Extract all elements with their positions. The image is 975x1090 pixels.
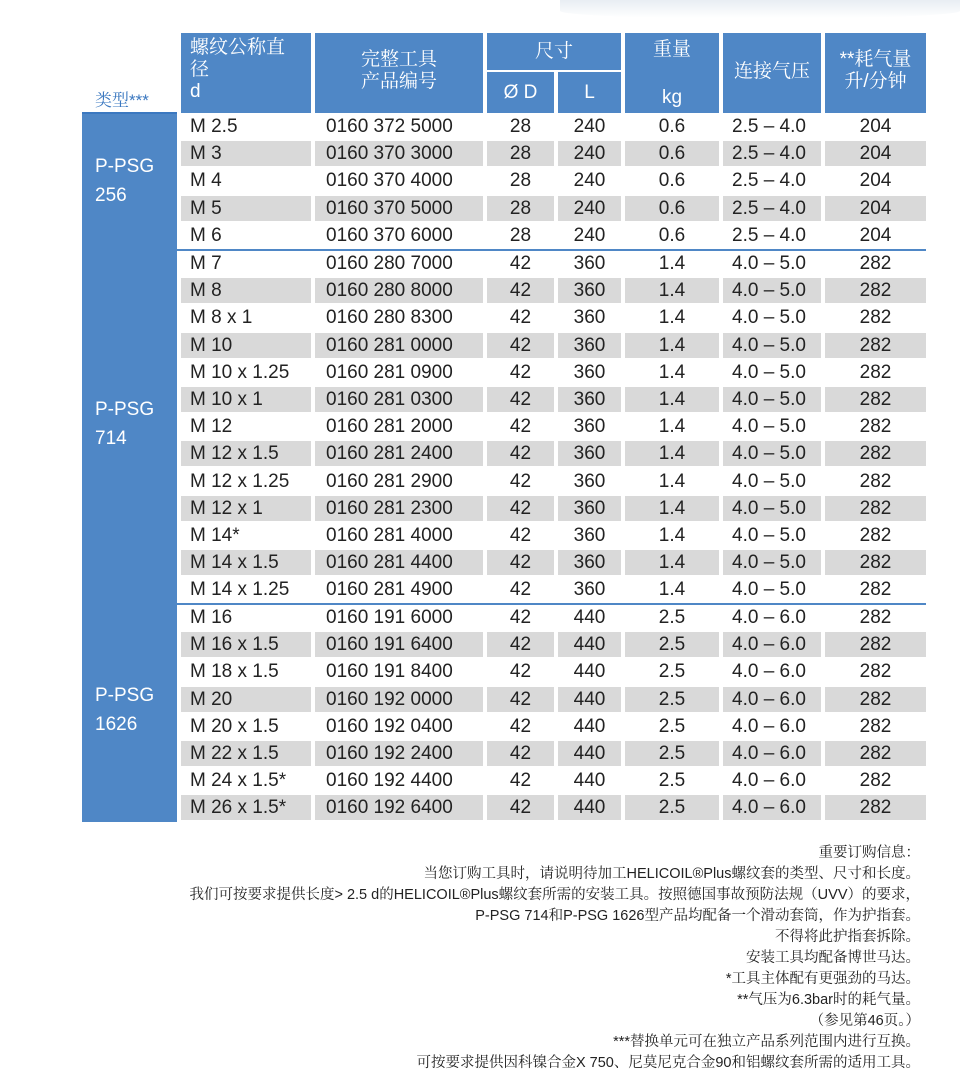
- pressure-cell: 4.0 – 6.0: [732, 715, 806, 737]
- note-line: P-PSG 714和P-PSG 1626型产品均配备一个滑动套筒，作为护指套。: [475, 908, 920, 924]
- table-row: [181, 577, 926, 602]
- table-row: [181, 741, 926, 766]
- diameter-cell: 42: [509, 661, 532, 683]
- length-header: L: [558, 72, 621, 113]
- thread-size-cell: M 10: [181, 333, 311, 358]
- weight-cell: 0.6: [658, 170, 686, 192]
- part-number-cell: 0160 281 2900: [326, 470, 453, 492]
- weight-cell: 2.5: [658, 770, 686, 792]
- part-number-header: 完整工具 产品编号: [315, 33, 483, 113]
- diameter-header: Ø D: [487, 72, 554, 113]
- group-label-psg714: P-PSG 714: [82, 251, 177, 603]
- pressure-cell: 4.0 – 6.0: [723, 632, 821, 657]
- weight-cell: 1.4: [658, 579, 686, 601]
- air-consumption-cell: 282: [859, 525, 892, 546]
- size-header: 尺寸: [487, 33, 621, 70]
- diameter-cell: 42: [487, 278, 554, 303]
- thread-size-cell: M 14*: [190, 525, 240, 546]
- diameter-cell: 42: [509, 525, 532, 546]
- note-line: 不得将此护指套拆除。: [775, 929, 920, 945]
- weight-cell: 1.4: [658, 416, 686, 438]
- length-cell: 240: [573, 170, 606, 192]
- table-row: [181, 114, 926, 139]
- air-consumption-cell: 282: [825, 550, 926, 575]
- table-row: [181, 387, 926, 412]
- length-cell: 440: [558, 687, 621, 712]
- type-column-header: 类型***: [95, 91, 149, 110]
- length-cell: 440: [573, 770, 606, 792]
- table-row: [181, 305, 926, 330]
- part-number-cell: 0160 192 0400: [326, 715, 453, 737]
- air-consumption-cell: 204: [859, 170, 892, 192]
- part-number-cell: 0160 370 6000: [326, 224, 453, 246]
- table-row: [181, 223, 926, 248]
- air-consumption-cell: 282: [825, 441, 926, 466]
- diameter-cell: 42: [487, 632, 554, 657]
- length-cell: 360: [573, 416, 606, 438]
- thread-diameter-header: 螺纹公称直 径 d: [181, 33, 311, 113]
- diameter-cell: 42: [487, 496, 554, 521]
- part-number-cell: 0160 370 3000: [315, 141, 483, 166]
- air-consumption-cell: 282: [825, 387, 926, 412]
- length-cell: 360: [573, 579, 606, 601]
- pressure-cell: 4.0 – 5.0: [723, 278, 821, 303]
- diameter-cell: 42: [487, 741, 554, 766]
- weight-cell: 1.4: [658, 361, 686, 383]
- air-consumption-cell: 282: [859, 607, 892, 628]
- table-row: [181, 496, 926, 521]
- group-label-psg256: P-PSG 256: [82, 114, 177, 249]
- weight-header: 重量 kg: [625, 33, 719, 113]
- part-number-cell: 0160 280 8300: [326, 307, 453, 329]
- weight-cell: 0.6: [658, 116, 686, 137]
- pressure-cell: 4.0 – 6.0: [723, 687, 821, 712]
- part-number-cell: 0160 191 6400: [315, 632, 483, 657]
- air-consumption-cell: 282: [859, 770, 892, 792]
- air-consumption-cell: 282: [825, 333, 926, 358]
- length-cell: 360: [573, 470, 606, 492]
- diameter-cell: 42: [487, 387, 554, 412]
- weight-cell: 2.5: [625, 795, 719, 820]
- thread-size-cell: M 7: [190, 253, 222, 274]
- pressure-cell: 4.0 – 5.0: [723, 496, 821, 521]
- pressure-cell: 4.0 – 5.0: [723, 550, 821, 575]
- part-number-cell: 0160 281 4000: [326, 525, 453, 546]
- weight-cell: 0.6: [625, 196, 719, 221]
- length-cell: 360: [558, 387, 621, 412]
- thread-size-cell: M 8: [181, 278, 311, 303]
- weight-cell: 1.4: [625, 278, 719, 303]
- length-cell: 240: [558, 141, 621, 166]
- pressure-cell: 2.5 – 4.0: [723, 196, 821, 221]
- weight-cell: 1.4: [625, 441, 719, 466]
- thread-size-cell: M 12 x 1: [181, 496, 311, 521]
- part-number-cell: 0160 191 8400: [326, 661, 453, 683]
- pressure-cell: 4.0 – 6.0: [723, 795, 821, 820]
- diameter-cell: 28: [509, 170, 532, 192]
- thread-size-cell: M 3: [181, 141, 311, 166]
- table-row: [181, 714, 926, 739]
- length-cell: 240: [573, 116, 606, 137]
- diameter-cell: 42: [509, 607, 532, 628]
- air-consumption-cell: 204: [825, 196, 926, 221]
- length-cell: 360: [573, 525, 606, 546]
- thread-size-cell: M 10 x 1: [181, 387, 311, 412]
- weight-cell: 2.5: [658, 661, 686, 683]
- table-row: [181, 550, 926, 575]
- part-number-cell: 0160 370 4000: [326, 170, 453, 192]
- pressure-cell: 2.5 – 4.0: [732, 116, 806, 137]
- weight-cell: 1.4: [658, 525, 686, 546]
- air-consumption-cell: 282: [859, 470, 892, 492]
- length-cell: 360: [573, 361, 606, 383]
- diameter-cell: 42: [487, 795, 554, 820]
- thread-size-cell: M 12 x 1.5: [181, 441, 311, 466]
- pressure-cell: 4.0 – 5.0: [732, 416, 806, 438]
- diameter-cell: 42: [487, 550, 554, 575]
- air-consumption-cell: 282: [859, 253, 892, 274]
- thread-size-cell: M 12: [190, 416, 233, 438]
- diameter-cell: 42: [487, 441, 554, 466]
- part-number-cell: 0160 281 0300: [315, 387, 483, 412]
- pressure-cell: 4.0 – 5.0: [732, 525, 806, 546]
- diameter-cell: 42: [509, 253, 532, 274]
- length-cell: 440: [558, 632, 621, 657]
- part-number-cell: 0160 280 7000: [326, 253, 453, 274]
- pressure-cell: 2.5 – 4.0: [732, 224, 806, 246]
- weight-cell: 1.4: [625, 496, 719, 521]
- note-line: ***替换单元可在独立产品系列范围内进行互换。: [613, 1034, 920, 1050]
- thread-size-cell: M 12 x 1.25: [190, 470, 290, 492]
- weight-cell: 1.4: [625, 387, 719, 412]
- pressure-cell: 4.0 – 6.0: [732, 770, 806, 792]
- length-cell: 440: [573, 607, 606, 628]
- top-decoration: [560, 0, 960, 18]
- note-line: **气压为6.3bar时的耗气量。: [737, 992, 920, 1008]
- part-number-cell: 0160 281 0900: [326, 361, 453, 383]
- length-cell: 360: [558, 496, 621, 521]
- ordering-notes: [40, 843, 920, 1074]
- thread-size-cell: M 6: [190, 224, 222, 246]
- table-row: [181, 196, 926, 221]
- note-line: *工具主体配有更强劲的马达。: [725, 971, 920, 987]
- note-line: （参见第46页。）: [809, 1013, 920, 1029]
- length-cell: 360: [558, 278, 621, 303]
- thread-size-cell: M 10 x 1.25: [190, 361, 290, 383]
- thread-size-cell: M 18 x 1.5: [190, 661, 279, 683]
- weight-cell: 2.5: [625, 687, 719, 712]
- table-row: [181, 469, 926, 494]
- pressure-cell: 4.0 – 5.0: [732, 361, 806, 383]
- part-number-cell: 0160 370 5000: [315, 196, 483, 221]
- diameter-cell: 42: [509, 770, 532, 792]
- table-row: [181, 333, 926, 358]
- weight-cell: 1.4: [625, 333, 719, 358]
- air-consumption-cell: 282: [825, 795, 926, 820]
- thread-size-cell: M 22 x 1.5: [181, 741, 311, 766]
- pressure-cell: 4.0 – 6.0: [732, 607, 806, 628]
- length-cell: 240: [558, 196, 621, 221]
- part-number-cell: 0160 191 6000: [326, 607, 453, 628]
- thread-size-cell: M 20 x 1.5: [190, 715, 279, 737]
- air-consumption-cell: 204: [859, 116, 892, 137]
- table-row: [181, 360, 926, 385]
- length-cell: 360: [558, 550, 621, 575]
- length-cell: 360: [573, 307, 606, 329]
- diameter-cell: 42: [509, 361, 532, 383]
- thread-size-cell: M 20: [181, 687, 311, 712]
- diameter-cell: 28: [487, 141, 554, 166]
- table-row: [181, 251, 926, 276]
- thread-size-cell: M 4: [190, 170, 222, 192]
- table-row: [181, 141, 926, 166]
- group-label-psg1626: P-PSG 1626: [82, 605, 177, 822]
- thread-size-cell: M 24 x 1.5*: [190, 770, 287, 792]
- length-cell: 360: [558, 333, 621, 358]
- air-consumption-cell: 282: [825, 496, 926, 521]
- part-number-cell: 0160 192 4400: [326, 770, 453, 792]
- diameter-cell: 42: [509, 579, 532, 601]
- air-consumption-cell: 282: [859, 416, 892, 438]
- air-consumption-cell: 282: [825, 741, 926, 766]
- weight-cell: 0.6: [625, 141, 719, 166]
- diameter-cell: 42: [509, 470, 532, 492]
- part-number-cell: 0160 281 2400: [315, 441, 483, 466]
- table-row: [181, 414, 926, 439]
- table-row: [181, 523, 926, 548]
- note-line: 重要订购信息：: [818, 845, 920, 861]
- table-row: [181, 168, 926, 193]
- length-cell: 440: [573, 715, 606, 737]
- weight-cell: 2.5: [625, 741, 719, 766]
- table-row: [181, 632, 926, 657]
- thread-size-cell: M 8 x 1: [190, 307, 253, 329]
- table-row: [181, 278, 926, 303]
- weight-cell: 1.4: [658, 470, 686, 492]
- note-line: 我们可按要求提供长度> 2.5 d的HELICOIL®Plus螺纹套所需的安装工具。按照德国事故预防法规（UVV）的要求，: [189, 887, 920, 903]
- weight-cell: 2.5: [625, 632, 719, 657]
- length-cell: 240: [573, 224, 606, 246]
- weight-cell: 2.5: [658, 715, 686, 737]
- part-number-cell: 0160 280 8000: [315, 278, 483, 303]
- weight-cell: 2.5: [658, 607, 686, 628]
- pressure-cell: 4.0 – 5.0: [732, 579, 806, 601]
- pressure-cell: 4.0 – 5.0: [723, 333, 821, 358]
- air-consumption-cell: 282: [825, 632, 926, 657]
- part-number-cell: 0160 192 0000: [315, 687, 483, 712]
- pressure-cell: 4.0 – 5.0: [723, 441, 821, 466]
- pressure-cell: 2.5 – 4.0: [732, 170, 806, 192]
- air-consumption-cell: 282: [859, 307, 892, 329]
- air-consumption-cell: 282: [825, 278, 926, 303]
- weight-cell: 1.4: [658, 253, 686, 274]
- air-consumption-cell: 282: [859, 361, 892, 383]
- pressure-cell: 4.0 – 5.0: [732, 253, 806, 274]
- diameter-cell: 42: [487, 687, 554, 712]
- part-number-cell: 0160 281 2000: [326, 416, 453, 438]
- note-line: 可按要求提供因科镍合金X 750、尼莫尼克合金90和铝螺纹套所需的适用工具。: [416, 1055, 920, 1071]
- diameter-cell: 28: [509, 224, 532, 246]
- pressure-cell: 4.0 – 5.0: [732, 307, 806, 329]
- table-row: [181, 605, 926, 630]
- thread-size-cell: M 16 x 1.5: [181, 632, 311, 657]
- table-row: [181, 659, 926, 684]
- part-number-cell: 0160 281 0000: [315, 333, 483, 358]
- length-cell: 360: [558, 441, 621, 466]
- air-consumption-cell: 204: [825, 141, 926, 166]
- length-cell: 440: [558, 741, 621, 766]
- table-row: [181, 441, 926, 466]
- part-number-cell: 0160 281 4900: [326, 579, 453, 601]
- table-row: [181, 768, 926, 793]
- part-number-cell: 0160 281 4400: [315, 550, 483, 575]
- note-line: 安装工具均配备博世马达。: [746, 950, 920, 966]
- pressure-cell: 4.0 – 6.0: [732, 661, 806, 683]
- diameter-cell: 42: [509, 715, 532, 737]
- thread-size-cell: M 26 x 1.5*: [181, 795, 311, 820]
- air-consumption-cell: 282: [859, 715, 892, 737]
- part-number-cell: 0160 192 2400: [315, 741, 483, 766]
- thread-size-cell: M 5: [181, 196, 311, 221]
- air-consumption-cell: 282: [859, 579, 892, 601]
- air-consumption-cell: 282: [825, 687, 926, 712]
- note-line: 当您订购工具时，请说明待加工HELICOIL®Plus螺纹套的类型、尺寸和长度。: [423, 866, 920, 882]
- diameter-cell: 42: [509, 416, 532, 438]
- weight-cell: 1.4: [658, 307, 686, 329]
- pressure-cell: 4.0 – 5.0: [732, 470, 806, 492]
- thread-size-cell: M 14 x 1.5: [181, 550, 311, 575]
- thread-size-cell: M 16: [190, 607, 233, 628]
- diameter-cell: 42: [487, 333, 554, 358]
- length-cell: 440: [573, 661, 606, 683]
- pressure-cell: 2.5 – 4.0: [723, 141, 821, 166]
- part-number-cell: 0160 192 6400: [315, 795, 483, 820]
- air-consumption-cell: 204: [859, 224, 892, 246]
- thread-size-cell: M 2.5: [190, 116, 238, 137]
- air-consumption-header: **耗气量 升/分钟: [825, 33, 926, 113]
- length-cell: 360: [573, 253, 606, 274]
- diameter-cell: 42: [509, 307, 532, 329]
- part-number-cell: 0160 372 5000: [326, 116, 453, 137]
- pressure-cell: 4.0 – 5.0: [723, 387, 821, 412]
- thread-size-cell: M 14 x 1.25: [190, 579, 290, 601]
- weight-cell: 0.6: [658, 224, 686, 246]
- length-cell: 440: [558, 795, 621, 820]
- diameter-cell: 28: [509, 116, 532, 137]
- table-row: [181, 687, 926, 712]
- weight-cell: 1.4: [625, 550, 719, 575]
- diameter-cell: 28: [487, 196, 554, 221]
- pressure-header: 连接气压: [723, 33, 821, 113]
- air-consumption-cell: 282: [859, 661, 892, 683]
- pressure-cell: 4.0 – 6.0: [723, 741, 821, 766]
- table-row: [181, 795, 926, 820]
- part-number-cell: 0160 281 2300: [315, 496, 483, 521]
